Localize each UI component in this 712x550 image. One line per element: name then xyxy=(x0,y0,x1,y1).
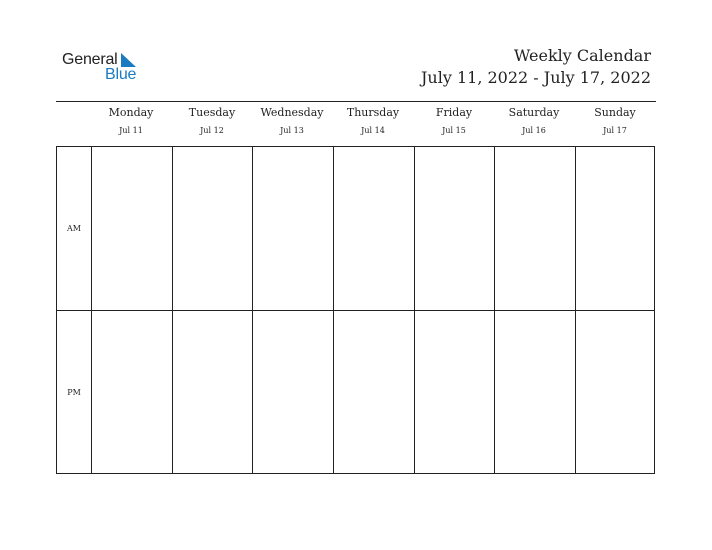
day-date: Jul 12 xyxy=(200,126,224,135)
day-name: Sunday xyxy=(594,106,636,119)
brand-logo xyxy=(62,50,152,84)
date-range: July 11, 2022 - July 17, 2022 xyxy=(421,68,651,87)
header-divider xyxy=(56,101,656,102)
day-date: Jul 15 xyxy=(442,126,466,135)
day-header-tuesday xyxy=(172,106,252,136)
day-header-sunday xyxy=(575,106,655,136)
page-title: Weekly Calendar xyxy=(513,46,651,65)
day-date: Jul 17 xyxy=(603,126,627,135)
day-header-thursday xyxy=(333,106,413,136)
day-header-monday xyxy=(91,106,171,136)
title-block xyxy=(421,46,651,89)
day-name: Tuesday xyxy=(188,106,236,119)
day-header-wednesday xyxy=(252,106,332,136)
day-date: Jul 13 xyxy=(280,126,304,135)
day-header-friday xyxy=(414,106,494,136)
calendar-grid xyxy=(56,146,655,474)
period-label-pm: PM xyxy=(67,388,81,397)
logo-word-blue: Blue xyxy=(105,66,137,83)
am-pm-divider xyxy=(57,310,654,311)
day-name: Monday xyxy=(108,106,154,119)
day-name: Saturday xyxy=(508,106,560,119)
day-name: Thursday xyxy=(346,106,400,119)
day-header-saturday xyxy=(494,106,574,136)
day-name: Friday xyxy=(435,106,473,119)
logo-word-general: General xyxy=(62,51,118,68)
day-date: Jul 16 xyxy=(522,126,546,135)
day-date: Jul 14 xyxy=(361,126,385,135)
day-name: Wednesday xyxy=(260,106,324,119)
period-label-am: AM xyxy=(67,224,81,233)
day-date: Jul 11 xyxy=(119,126,143,135)
